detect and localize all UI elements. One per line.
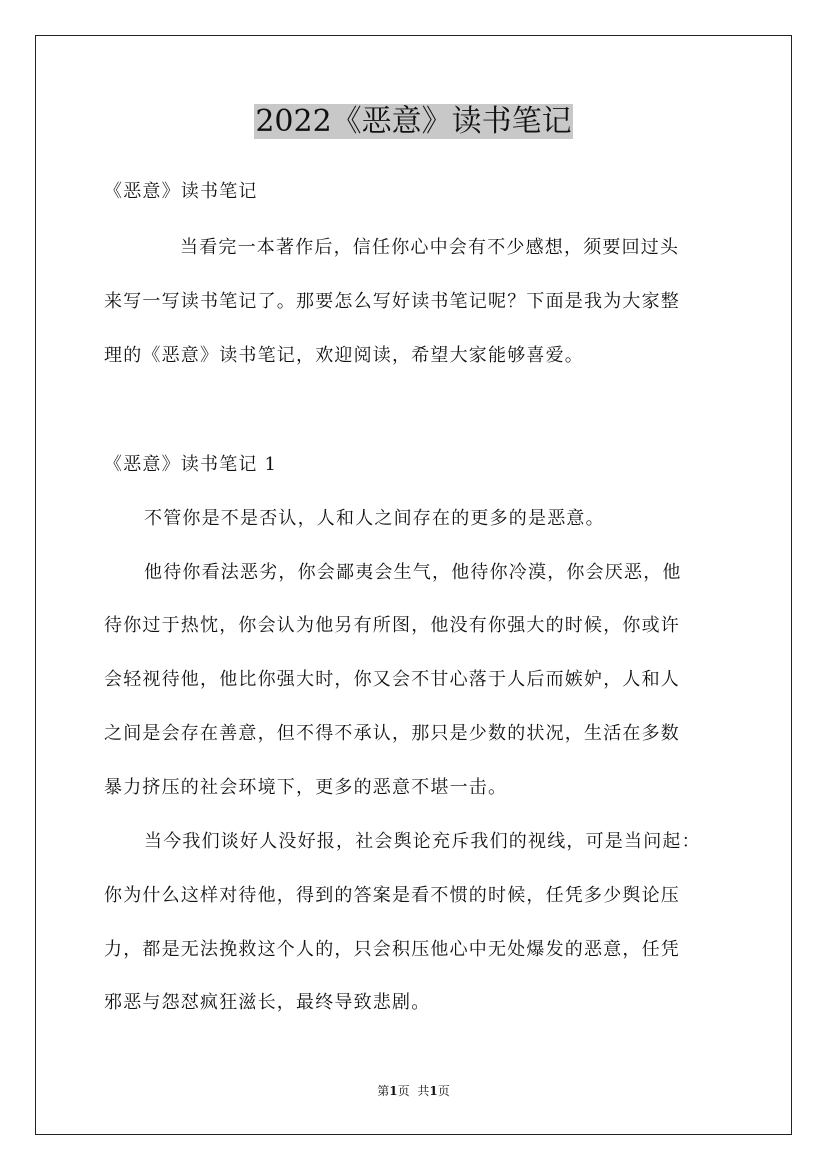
intro-line-2: 来写一写读书笔记了。那要怎么写好读书笔记呢？下面是我为大家整 <box>104 291 680 312</box>
document-title <box>0 100 827 144</box>
paragraph-1: 不管你是不是否认，人和人之间存在的更多的是恶意。 <box>144 508 605 529</box>
page-footer <box>0 1083 827 1099</box>
paragraph-3-line-1: 当今我们谈好人没好报，社会舆论充斥我们的视线，可是当问起： <box>144 831 701 852</box>
paragraph-2-line-3: 会轻视待他，他比你强大时，你又会不甘心落于人后而嫉妒，人和人 <box>104 669 680 690</box>
document-subtitle: 《恶意》读书笔记 <box>104 181 258 202</box>
paragraph-3-line-4: 邪恶与怨怼疯狂滋长，最终导致悲剧。 <box>104 992 431 1013</box>
paragraph-2-line-4: 之间是会存在善意，但不得不承认，那只是少数的状况，生活在多数 <box>104 723 680 744</box>
page-prefix: 第 <box>377 1084 390 1098</box>
total-pages: 1 <box>429 1084 438 1098</box>
total-suffix: 页 <box>437 1084 450 1098</box>
page-number: 1 <box>389 1084 398 1098</box>
total-prefix: 共 <box>417 1084 430 1098</box>
paragraph-3-line-2: 你为什么这样对待他，得到的答案是看不惯的时候，任凭多少舆论压 <box>104 885 680 906</box>
paragraph-2-line-1: 他待你看法恶劣，你会鄙夷会生气，他待你冷漠，你会厌恶，他 <box>144 562 682 583</box>
page-suffix: 页 <box>397 1084 410 1098</box>
section-heading: 《恶意》读书笔记 1 <box>104 454 278 475</box>
document-title-text: 2022《恶意》读书笔记 <box>255 104 572 139</box>
intro-line-1: 当看完一本著作后，信任你心中会有不少感想，须要回过头 <box>180 237 680 258</box>
paragraph-3-line-3: 力，都是无法挽救这个人的，只会积压他心中无处爆发的恶意，任凭 <box>104 939 680 960</box>
intro-line-3: 理的《恶意》读书笔记，欢迎阅读，希望大家能够喜爱。 <box>104 345 584 366</box>
paragraph-2-line-5: 暴力挤压的社会环境下，更多的恶意不堪一击。 <box>104 777 508 798</box>
paragraph-2-line-2: 待你过于热忱，你会认为他另有所图，他没有你强大的时候，你或许 <box>104 615 680 636</box>
